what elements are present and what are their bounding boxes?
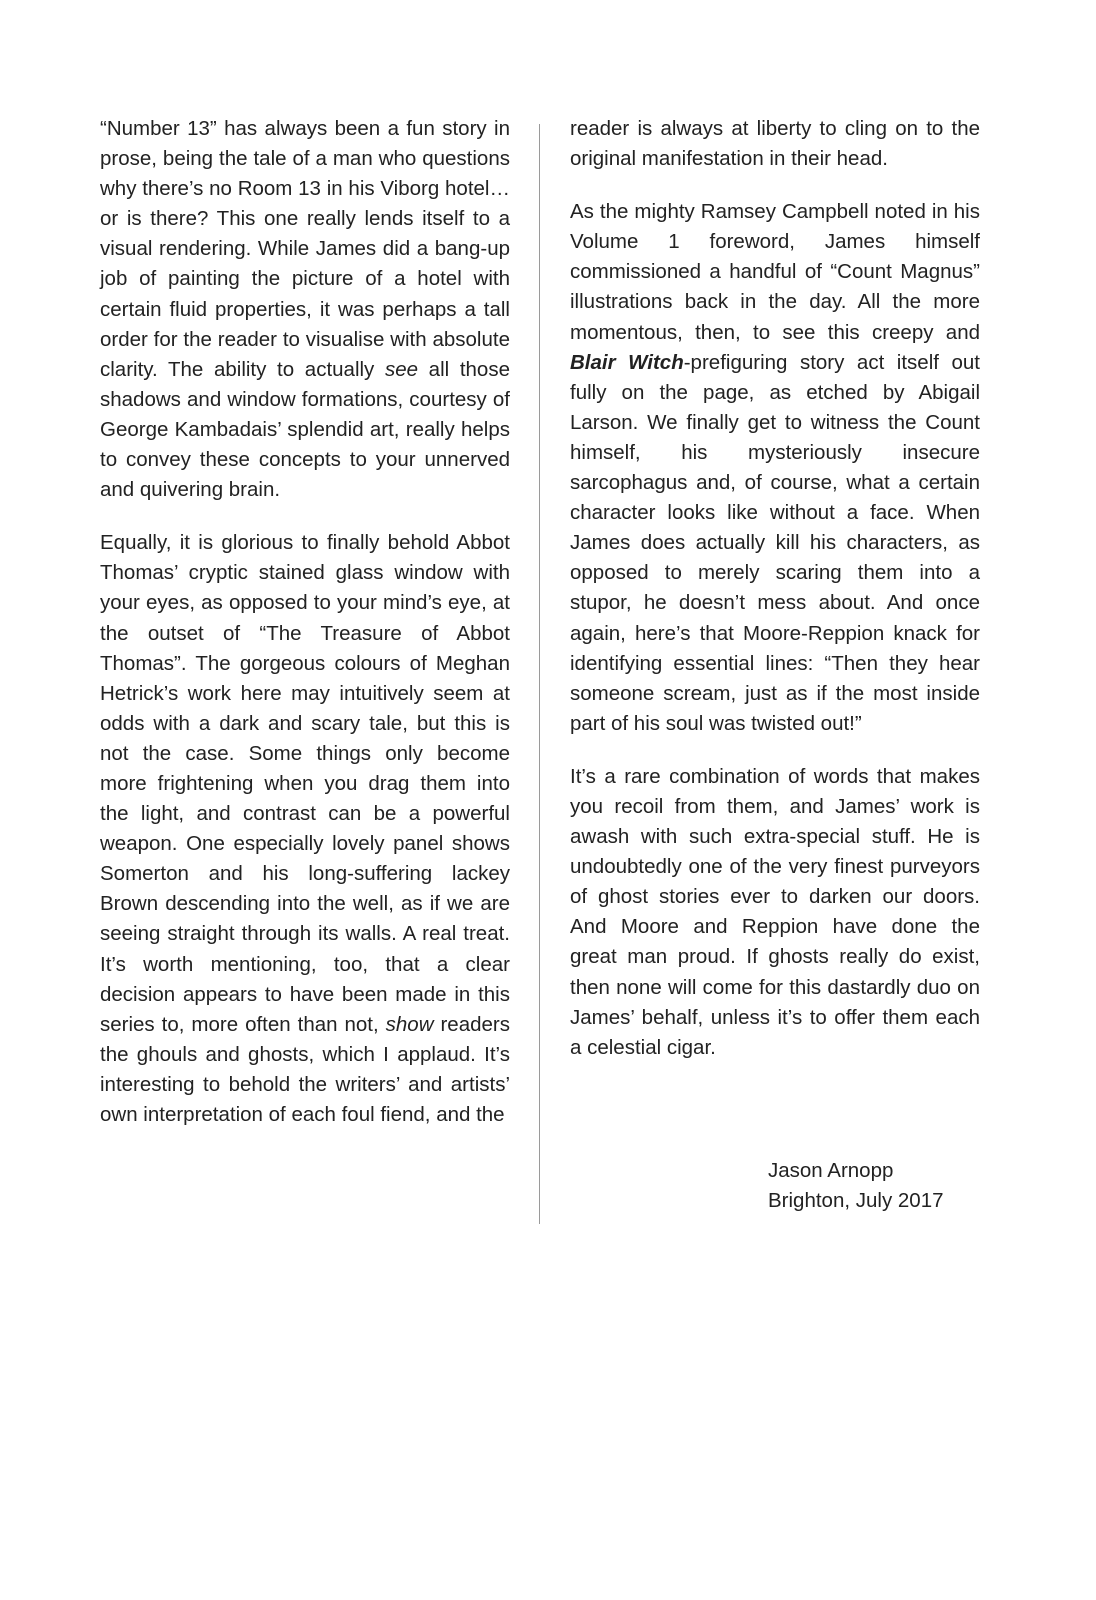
- paragraph-text: reader is always at liberty to cling on to the original manifestation in their head.: [570, 117, 980, 171]
- paragraph-abbot-thomas: [100, 528, 510, 1130]
- paragraph-text: all those shadows and window formations, courtesy of George Kambadais’ splendid art, really helps to convey these concepts to your unnerved and quivering brain.: [100, 357, 510, 502]
- emphasis-text: see: [384, 357, 419, 381]
- paragraph-text: Equally, it is glorious to finally behold Abbot Thomas’ cryptic stained glass window with your eyes, as opposed to your mind’s eye, at the outset of “The Treasure of Abbot Thomas”. The gorgeous colours of Meghan Hetrick’s work here may intuitively seem at odds with a dark and scary tale, but this is not the case. Some things only become more frightening when you drag them into the light, and contrast can be a powerful weapon. One especially lovely panel shows Somerton and his long-suffering lackey Brown descending into the well, as if we are seeing straight through its walls. A real treat. It’s worth mentioning, too, that a clear decision appears to have been made in this series to, more often than not,: [100, 531, 510, 1036]
- emphasis-text: show: [385, 1012, 434, 1036]
- place-and-date: Brighton, July 2017: [768, 1189, 944, 1213]
- right-column: [570, 114, 980, 1063]
- paragraph-text: As the mighty Ramsey Campbell noted in his Volume 1 foreword, James himself commissioned a handful of “Count Magnus” illustrations back in the day. All the more momentous, then, to see this creepy and: [570, 200, 980, 344]
- paragraph-conclusion: [570, 762, 980, 1063]
- paragraph-text: “Number 13” has always been a fun story in prose, being the tale of a man who questions why there’s no Room 13 in his Viborg hotel… or is there? This one really lends itself to a visual rendering. While James did a bang-up job of painting the picture of a hotel with certain fluid properties, it was perhaps a tall order for the reader to visualise with absolute clarity. The ability to actually: [100, 117, 510, 381]
- left-column: [100, 114, 510, 1130]
- column-divider: [539, 124, 540, 1224]
- signature-block: [768, 1156, 944, 1216]
- bold-italic-title: Blair Witch: [570, 350, 684, 374]
- paragraph-number-13: [100, 114, 510, 505]
- paragraph-text: It’s a rare combination of words that makes you recoil from them, and James’ work is awash with such extra-special stuff. He is undoubtedly one of the very finest purveyors of ghost stories ever to darken our doors. And Moore and Reppion have done the great man proud. If ghosts really do exist, then none will come for this dastardly duo on James’ behalf, unless it’s to offer them each a celestial cigar.: [570, 764, 980, 1059]
- author-name: Jason Arnopp: [768, 1159, 894, 1182]
- paragraph-text: -prefiguring story act itself out fully on the page, as etched by Abigail Larson. We finally get to witness the Count himself, his mysteriously insecure sarcophagus and, of course, what a certain character looks like without a face. When James does actually kill his characters, as opposed to merely scaring them into a stupor, he doesn’t mess about. And once again, here’s that Moore-Reppion knack for identifying essential lines: “Then they hear someone scream, just as if the most inside part of his soul was twisted out!”: [570, 350, 980, 735]
- paragraph-count-magnus: [570, 197, 980, 739]
- paragraph-continuation: [570, 114, 980, 174]
- paragraph-text: readers the ghouls and ghosts, which I applaud. It’s interesting to behold the writers’ and artists’ own interpretation of each foul fiend, and the: [100, 1012, 510, 1126]
